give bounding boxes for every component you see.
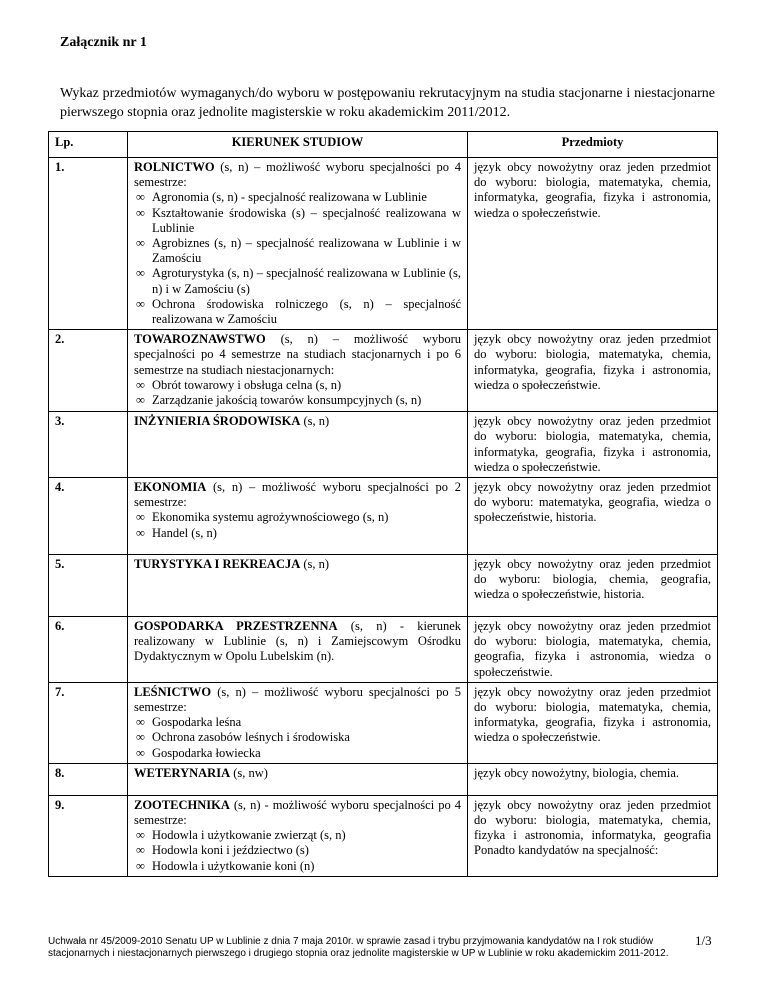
page-number: 1/3: [695, 933, 712, 948]
specialization-list: [134, 510, 461, 540]
course-name: GOSPODARKA PRZESTRZENNA: [134, 619, 338, 634]
table-row: [49, 412, 718, 478]
subjects-cell: język obcy nowożytny oraz jeden przedmiot do wyboru: biologia, matematyka, chemia, informatyka, geografia, fizyka i astronomia, wiedza o społeczeństwie.: [468, 330, 718, 412]
course-name: ZOOTECHNIKA: [134, 797, 230, 812]
course-cell: [128, 682, 468, 763]
specialization-item: ∞ Kształtowanie środowiska (s) – specjalność realizowana w Lublinie: [152, 206, 461, 236]
subjects-cell: język obcy nowożytny oraz jeden przedmiot do wyboru: biologia, matematyka, chemia, informatyka, geografia, fizyka i astronomia, wiedza o społeczeństwie.: [468, 682, 718, 763]
table-row: [49, 555, 718, 617]
course-cell: [128, 412, 468, 478]
specialization-item: ∞ Handel (s, n): [152, 526, 461, 541]
course-name: INŻYNIERIA ŚRODOWISKA: [134, 414, 301, 429]
table-row: [49, 763, 718, 795]
subjects-cell: język obcy nowożytny oraz jeden przedmiot do wyboru: biologia, matematyka, chemia, fizyka i astronomia, informatyka, geografia Ponadto kandydatów na specjalność:: [468, 795, 718, 876]
course-cell: [128, 555, 468, 617]
course-cell: [128, 763, 468, 795]
course-cell: [128, 617, 468, 683]
header-subjects: Przedmioty: [468, 132, 718, 158]
row-number: 7.: [49, 682, 128, 763]
table-row: [49, 682, 718, 763]
table-row: [49, 158, 718, 330]
subjects-cell: język obcy nowożytny oraz jeden przedmiot do wyboru: biologia, chemia, geografia, wiedza o społeczeństwie, historia.: [468, 555, 718, 617]
table-row: [49, 330, 718, 412]
subjects-cell: język obcy nowożytny oraz jeden przedmiot do wyboru: biologia, matematyka, chemia, geografia, fizyka i astronomia, wiedza o społeczeństwie.: [468, 617, 718, 683]
subjects-cell: język obcy nowożytny oraz jeden przedmiot do wyboru: biologia, matematyka, chemia, informatyka, geografia, fizyka i astronomia, wiedza o społeczeństwie.: [468, 412, 718, 478]
intro-paragraph: Wykaz przedmiotów wymaganych/do wyboru w postępowaniu rekrutacyjnym na studia stacjonarne i niestacjonarne pierwszego stopnia oraz jednolite magisterskie w roku akademickim 2011/2012.: [60, 86, 715, 120]
course-description: (s, nw): [230, 765, 268, 780]
page-heading: Załącznik nr 1: [60, 35, 147, 50]
row-number: 6.: [49, 617, 128, 683]
course-description: (s, n): [300, 557, 330, 572]
subjects-table: [48, 131, 718, 877]
specialization-item: ∞ Agrobiznes (s, n) – specjalność realizowana w Lublinie i w Zamościu: [152, 236, 461, 266]
row-number: 3.: [49, 412, 128, 478]
subjects-cell: język obcy nowożytny oraz jeden przedmiot do wyboru: matematyka, geografia, wiedza o społeczeństwie, historia.: [468, 478, 718, 555]
table-row: [49, 617, 718, 683]
course-cell: [128, 158, 468, 330]
header-course: KIERUNEK STUDIOW: [128, 132, 468, 158]
subjects-cell: język obcy nowożytny, biologia, chemia.: [468, 763, 718, 795]
course-description: (s, n) – możliwość wyboru specjalności po 5 semestrze:: [134, 684, 461, 715]
specialization-list: [134, 190, 461, 327]
specialization-list: [134, 715, 461, 761]
specialization-item: ∞ Gospodarka leśna: [152, 715, 461, 730]
specialization-item: ∞ Hodowla i użytkowanie zwierząt (s, n): [152, 828, 461, 843]
course-name: LEŚNICTWO: [134, 684, 212, 699]
row-number: 1.: [49, 158, 128, 330]
specialization-item: ∞ Ochrona środowiska rolniczego (s, n) – specjalność realizowana w Zamościu: [152, 297, 461, 327]
specialization-item: ∞ Hodowla koni i jeździectwo (s): [152, 843, 461, 858]
specialization-list: [134, 378, 461, 408]
header-lp: Lp.: [49, 132, 128, 158]
course-name: EKONOMIA: [134, 480, 207, 495]
specialization-list: [134, 828, 461, 874]
course-description: (s, n) – możliwość wyboru specjalności po 4 semestrze na studiach stacjonarnych i po 6 semestrze na studiach niestacjonarnych:: [134, 332, 461, 377]
course-name: WETERYNARIA: [134, 765, 231, 780]
course-cell: [128, 478, 468, 555]
specialization-item: ∞ Zarządzanie jakością towarów konsumpcyjnych (s, n): [152, 393, 461, 408]
row-number: 2.: [49, 330, 128, 412]
course-description: (s, n) – możliwość wyboru specjalności po 2 semestrze:: [134, 480, 461, 510]
course-cell: [128, 330, 468, 412]
specialization-item: ∞ Ekonomika systemu agrożywnościowego (s, n): [152, 510, 461, 525]
specialization-item: ∞ Obrót towarowy i obsługa celna (s, n): [152, 378, 461, 393]
footer-note: Uchwała nr 45/2009-2010 Senatu UP w Lublinie z dnia 7 maja 2010r. w sprawie zasad i trybu przyjmowania kandydatów na I rok studiów stacjonarnych i niestacjonarnych pierwszego i drugiego stopnia oraz jednolite magisterskie w UP w Lublinie w roku akademickim 2011-2012.: [48, 936, 669, 959]
course-description: (s, n): [300, 414, 330, 429]
table-row: [49, 795, 718, 876]
course-description: (s, n) - kierunek realizowany w Lublinie (s, n) i Zamiejscowym Ośrodku Dydaktycznym w Opolu Lubelskim (n).: [134, 619, 461, 664]
row-number: 4.: [49, 478, 128, 555]
specialization-item: ∞ Agroturystyka (s, n) – specjalność realizowana w Lublinie (s, n) i w Zamościu (s): [152, 266, 461, 296]
subjects-cell: język obcy nowożytny oraz jeden przedmiot do wyboru: biologia, matematyka, chemia, informatyka, geografia, fizyka i astronomia, wiedza o społeczeństwie.: [468, 158, 718, 330]
specialization-item: ∞ Gospodarka łowiecka: [152, 746, 461, 761]
table-header-row: [49, 132, 718, 158]
row-number: 9.: [49, 795, 128, 876]
specialization-item: ∞ Ochrona zasobów leśnych i środowiska: [152, 730, 461, 745]
table-row: [49, 478, 718, 555]
course-name: ROLNICTWO: [134, 160, 215, 174]
course-description: (s, n) – możliwość wyboru specjalności po 4 semestrze:: [134, 160, 461, 190]
course-description: (s, n) - możliwość wyboru specjalności po 4 semestrze:: [134, 797, 461, 828]
specialization-item: ∞ Agronomia (s, n) - specjalność realizowana w Lublinie: [152, 190, 461, 205]
row-number: 5.: [49, 555, 128, 617]
course-name: TURYSTYKA I REKREACJA: [134, 557, 301, 572]
course-name: TOWAROZNAWSTWO: [134, 332, 266, 347]
course-cell: [128, 795, 468, 876]
specialization-item: ∞ Hodowla i użytkowanie koni (n): [152, 859, 461, 874]
row-number: 8.: [49, 763, 128, 795]
